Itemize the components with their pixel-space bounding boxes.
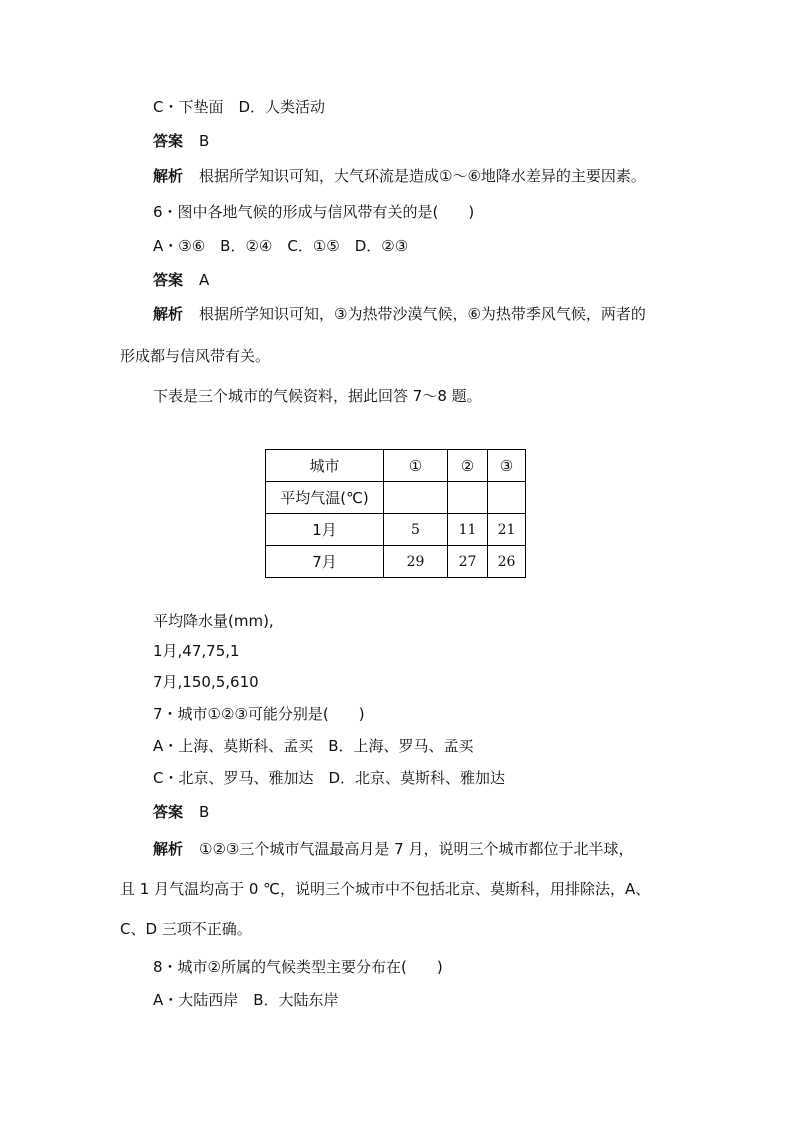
- table-row: [266, 546, 526, 578]
- question-8: 8・城市②所属的气候类型主要分布在( ): [153, 958, 443, 976]
- table-cell: 7月: [266, 546, 384, 578]
- table-cell: 27: [448, 546, 488, 578]
- analysis-continuation-q6: 形成都与信风带有关。: [120, 347, 271, 365]
- option-line-c-d: C・下垫面 D．人类活动: [153, 98, 326, 116]
- table-cell: 26: [488, 546, 526, 578]
- table-intro: 下表是三个城市的气候资料，据此回答 7～8 题。: [153, 387, 482, 405]
- question-7: 7・城市①②③可能分别是( ): [153, 705, 365, 723]
- table-cell: ③: [488, 450, 526, 482]
- precip-header: 平均降水量(mm),: [153, 612, 274, 630]
- question-6: 6・图中各地气候的形成与信风带有关的是( ): [153, 203, 475, 221]
- table-cell: [384, 482, 448, 514]
- answer-line-q7: [153, 802, 209, 822]
- analysis-continuation-q7: 且 1 月气温均高于 0 ℃，说明三个城市中不包括北京、莫斯科，用排除法，A、: [120, 880, 651, 898]
- answer-label: 答案: [153, 803, 184, 821]
- answer-label: 答案: [153, 132, 184, 150]
- question-6-options: A・③⑥ B．②④ C．①⑤ D．②③: [153, 237, 409, 255]
- answer-value: B: [199, 803, 210, 821]
- analysis-text: ①②③三个城市气温最高月是 7 月，说明三个城市都位于北半球，: [199, 840, 634, 858]
- question-8-options: A・大陆西岸 B．大陆东岸: [153, 991, 339, 1009]
- analysis-line-q5: [153, 166, 646, 186]
- table-cell: [448, 482, 488, 514]
- table-cell: 平均气温(℃): [266, 482, 384, 514]
- analysis-label: 解析: [153, 167, 184, 185]
- table-cell: 5: [384, 514, 448, 546]
- analysis-line-q6: [153, 304, 646, 324]
- analysis-text: 根据所学知识可知，③为热带沙漠气候，⑥为热带季风气候，两者的: [199, 305, 646, 323]
- analysis-continuation-q7-2: C、D 三项不正确。: [120, 920, 252, 938]
- question-7-options-cd: C・北京、罗马、雅加达 D．北京、莫斯科、雅加达: [153, 769, 506, 787]
- table-row: [266, 514, 526, 546]
- table-cell: 城市: [266, 450, 384, 482]
- table-cell: 29: [384, 546, 448, 578]
- precip-jan: 1月,47,75,1: [153, 642, 240, 660]
- table-cell: 1月: [266, 514, 384, 546]
- answer-value: B: [199, 132, 210, 150]
- analysis-text: 根据所学知识可知，大气环流是造成①～⑥地降水差异的主要因素。: [199, 167, 646, 185]
- answer-line-q6: [153, 270, 209, 290]
- question-7-options-ab: A・上海、莫斯科、孟买 B．上海、罗马、孟买: [153, 737, 474, 755]
- analysis-label: 解析: [153, 840, 184, 858]
- climate-table: [265, 449, 526, 578]
- answer-label: 答案: [153, 271, 184, 289]
- table-cell: ①: [384, 450, 448, 482]
- answer-value: A: [199, 271, 210, 289]
- table-cell: 21: [488, 514, 526, 546]
- answer-line-q5: [153, 131, 209, 151]
- table-row: [266, 482, 526, 514]
- table-cell: [488, 482, 526, 514]
- table-cell: ②: [448, 450, 488, 482]
- table-cell: 11: [448, 514, 488, 546]
- analysis-label: 解析: [153, 305, 184, 323]
- analysis-line-q7: [153, 839, 633, 859]
- table-row: [266, 450, 526, 482]
- precip-jul: 7月,150,5,610: [153, 673, 259, 691]
